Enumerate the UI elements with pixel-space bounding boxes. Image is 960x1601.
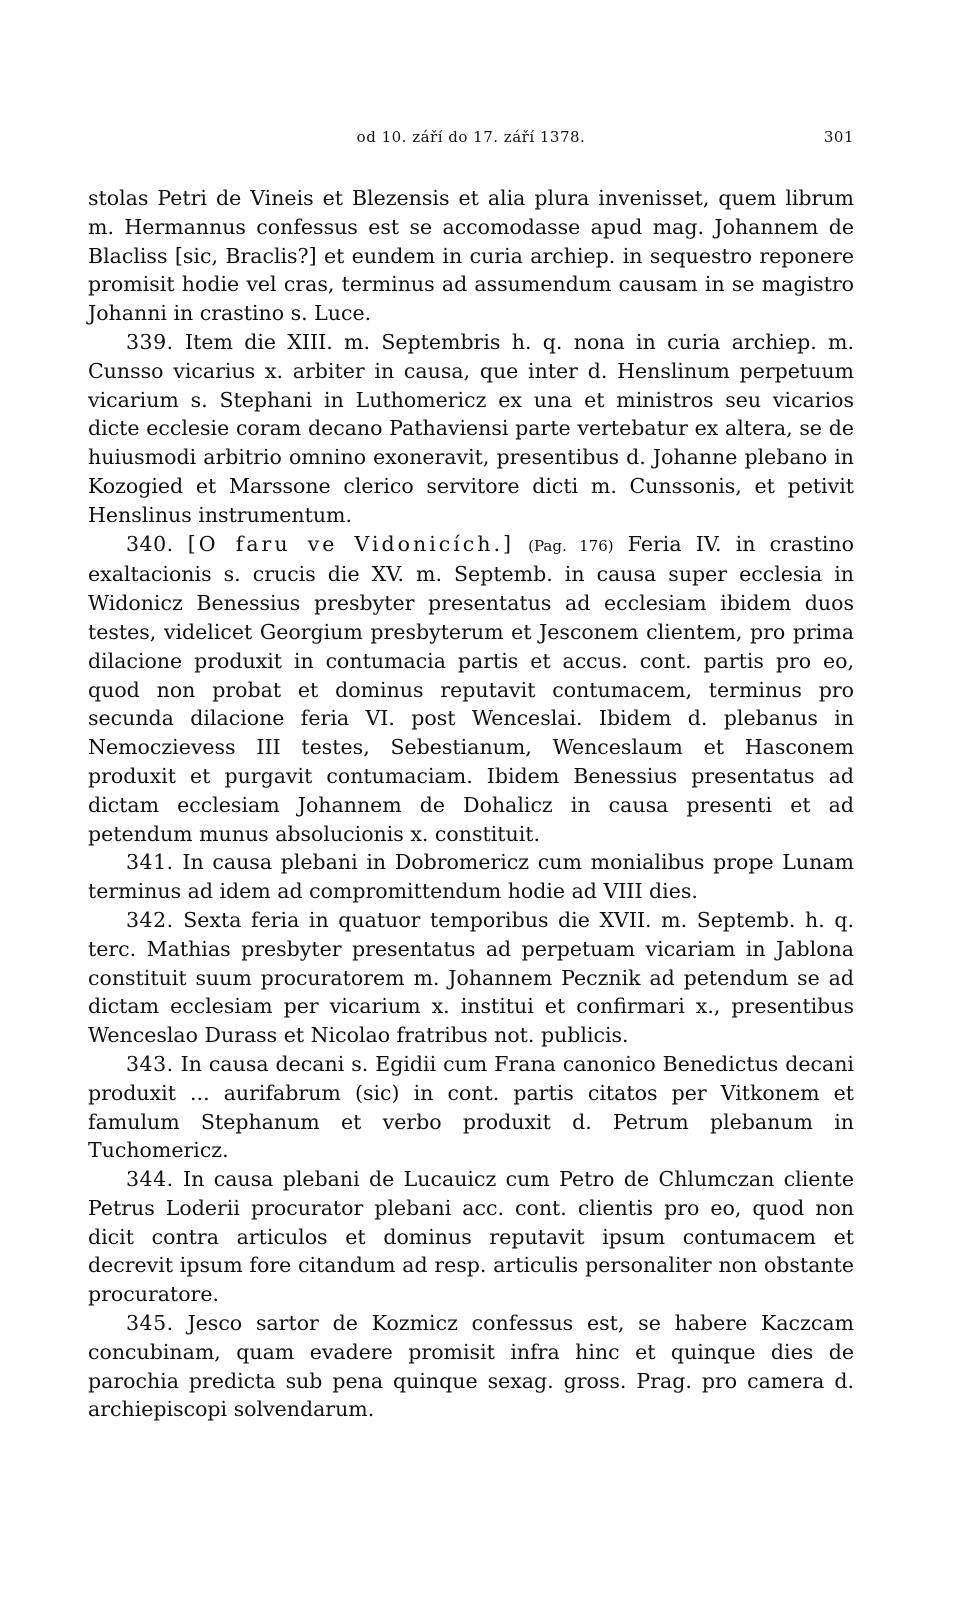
- page-reference: (Pag. 176): [528, 536, 614, 555]
- page-number: 301: [823, 128, 854, 146]
- entry-text: Jesco sartor de Kozmicz confessus est, se habere Kaczcam concubinam, quam evadere promisit infra hinc et quinque dies de parochia predicta sub pena quinque sexag. gross. Prag. pro camera d. archiepiscopi solvendarum.: [88, 1311, 854, 1422]
- entry-text: Feria IV. in crastino exaltacionis s. crucis die XV. m. Septemb. in causa super ecclesia in Widonicz Benessius presbyter presentatus ad ecclesiam ibidem duos testes, videlicet Georgium presbyterum et Jesconem clientem, pro prima dilacione produxit in contumacia partis et accus. cont. partis pro eo, quod non probat et dominus reputavit contumacem, terminus pro secunda dilacione feria VI. post Wenceslai. Ibidem d. plebanus in Nemoczievess III testes, Sebestianum, Wenceslaum et Hasconem produxit et purgavit contumaciam. Ibidem Benessius presentatus ad dictam ecclesiam Johannem de Dohalicz in causa presenti et ad petendum munus absolucionis x. constituit.: [88, 531, 854, 846]
- entry-345: [88, 1309, 854, 1424]
- page-header: [88, 128, 854, 162]
- entry-339: [88, 328, 854, 530]
- entry-number: 343.: [126, 1051, 174, 1076]
- entry-text: In causa plebani in Dobromericz cum monialibus prope Lunam terminus ad idem ad compromittendum hodie ad VIII dies.: [88, 850, 854, 904]
- entry-number: 344.: [126, 1167, 174, 1192]
- entry-number: 341.: [126, 850, 174, 875]
- entry-text: Sexta feria in quatuor temporibus die XVII. m. Septemb. h. q. terc. Mathias presbyter presentatus ad perpetuam vicariam in Jablona constituit suum procuratorem m. Johannem Pecznik ad petendum se ad dictam ecclesiam per vicarium x. institui et confirmari x., presentibus Wenceslao Durass et Nicolao fratribus not. publicis.: [88, 907, 854, 1048]
- entry-number: 342.: [126, 907, 174, 932]
- document-page: [88, 128, 854, 1424]
- continuation-paragraph: [88, 184, 854, 328]
- entry-number: 345.: [126, 1311, 174, 1336]
- entry-text: Item die XIII. m. Septembris h. q. nona in curia archiep. m. Cunsso vicarius x. arbiter in causa, que inter d. Henslinum perpetuum vicarium s. Stephani in Luthomericz ex una et ministros seu vicarios dicte ecclesie coram decano Pathaviensi parte vertebatur ex altera, se de huiusmodi arbitrio omnino exoneravit, presentibus d. Johanne plebano in Kozogied et Marssone clerico servitore dicti m. Cunssonis, et petivit Henslinus instrumentum.: [88, 329, 854, 527]
- entry-343: [88, 1050, 854, 1165]
- body-text: [88, 184, 854, 1424]
- entry-heading: [O faru ve Vidonicích.]: [187, 531, 515, 556]
- entry-344: [88, 1165, 854, 1309]
- entry-number: 340.: [126, 531, 174, 556]
- entry-text: In causa decani s. Egidii cum Frana canonico Benedictus decani produxit ... aurifabrum (sic) in cont. partis citatos per Vitkonem et famulum Stephanum et verbo produxit d. Petrum plebanum in Tuchomericz.: [88, 1051, 854, 1163]
- entry-number: 339.: [126, 329, 174, 354]
- running-title: od 10. září do 17. září 1378.: [356, 128, 586, 146]
- entry-340: [88, 530, 854, 849]
- entry-341: [88, 848, 854, 906]
- continuation-text: stolas Petri de Vineis et Blezensis et alia plura invenisset, quem librum m. Hermannus confessus est se accomodasse apud mag. Johannem de Blacliss [sic, Braclis?] et eundem in curia archiep. in sequestro reponere promisit hodie vel cras, terminus ad assumendum causam in se magistro Johanni in crastino s. Luce.: [88, 186, 854, 326]
- entry-text: In causa plebani de Lucauicz cum Petro de Chlumczan cliente Petrus Loderii procurator plebani acc. cont. clientis pro eo, quod non dicit contra articulos et dominus reputavit ipsum contumacem et decrevit ipsum fore citandum ad resp. articulis personaliter non obstante procuratore.: [88, 1167, 854, 1307]
- entry-342: [88, 906, 854, 1050]
